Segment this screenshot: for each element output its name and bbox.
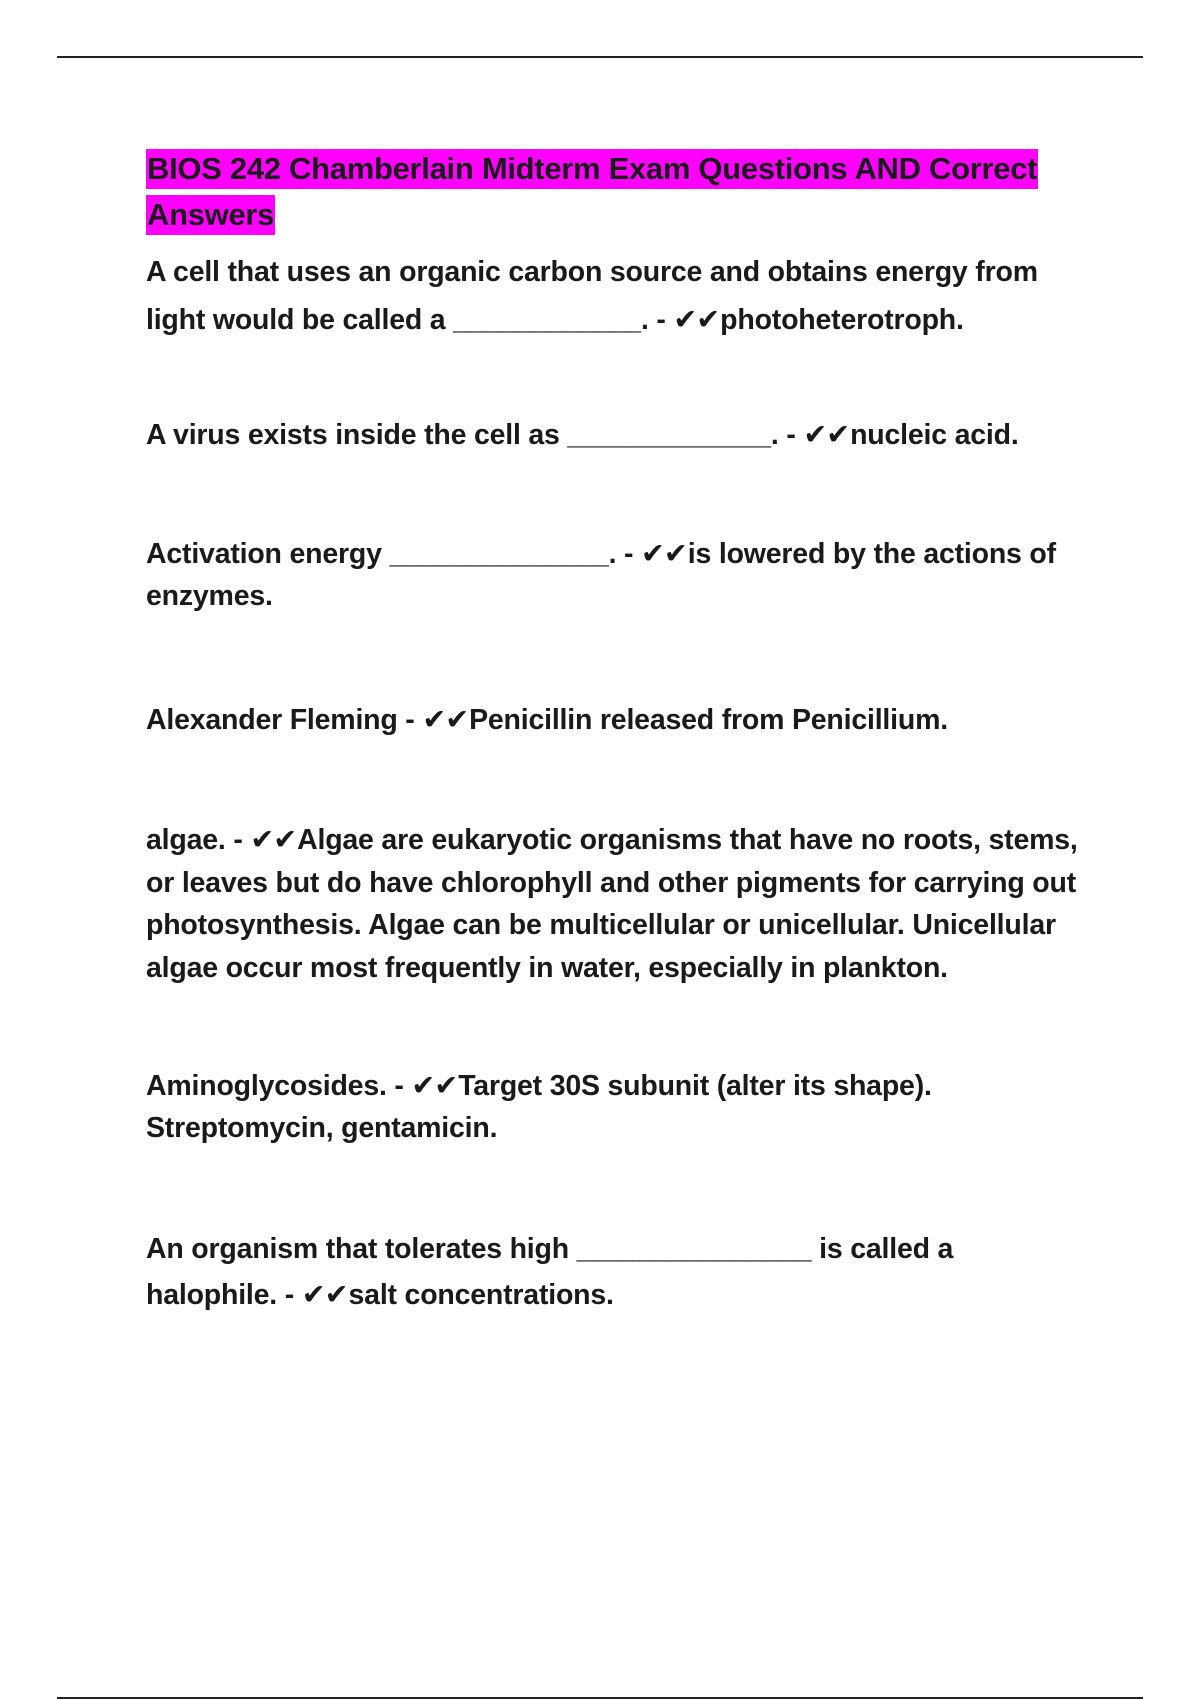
qa-item	[146, 414, 1086, 457]
question-text: Activation energy ______________. -	[146, 538, 642, 570]
qa-item	[146, 819, 1086, 989]
document-body	[146, 146, 1086, 1318]
double-check-icon: ✔✔	[803, 419, 850, 451]
answer-text: salt concentrations.	[348, 1279, 614, 1311]
double-check-icon: ✔✔	[422, 704, 469, 736]
qa-item	[146, 533, 1086, 617]
question-text: Alexander Fleming -	[146, 704, 423, 736]
top-rule	[57, 56, 1143, 58]
double-check-icon: ✔✔	[641, 538, 687, 570]
qa-item	[146, 1226, 1086, 1318]
question-text: An organism that tolerates high _______________ is called a halophile. -	[146, 1233, 954, 1311]
title-highlight: BIOS 242 Chamberlain Midterm Exam Questions AND Correct Answers	[146, 149, 1038, 235]
qa-item	[146, 248, 1086, 344]
qa-item	[146, 699, 1086, 742]
bottom-rule	[57, 1697, 1143, 1699]
answer-text: photoheterotroph.	[720, 304, 964, 336]
question-text: A virus exists inside the cell as _____________. -	[146, 419, 804, 451]
answer-text: Algae are eukaryotic organisms that have no roots, stems, or leaves but do have chlorophyll and other pigments for carrying out photosynthesis. Algae can be multicellular or unicellular. Unicellular algae occur most frequently in water, especially in plankton.	[146, 824, 1078, 984]
question-text: Aminoglycosides. -	[146, 1070, 412, 1102]
double-check-icon: ✔✔	[673, 304, 720, 336]
document-title	[146, 146, 1086, 238]
double-check-icon: ✔✔	[301, 1279, 348, 1311]
question-text: algae. -	[146, 824, 251, 856]
question-text: A cell that uses an organic carbon source and obtains energy from light would be called a ____________. -	[146, 256, 1038, 336]
qa-item	[146, 1065, 1086, 1149]
answer-text: nucleic acid.	[850, 419, 1019, 451]
answer-text: Penicillin released from Penicillium.	[469, 704, 948, 736]
double-check-icon: ✔✔	[411, 1070, 458, 1102]
answer-text: Target 30S subunit (alter its shape). Streptomycin, gentamicin.	[146, 1070, 932, 1144]
answer-text: is lowered by the actions of enzymes.	[146, 538, 1056, 612]
double-check-icon: ✔✔	[250, 824, 297, 856]
